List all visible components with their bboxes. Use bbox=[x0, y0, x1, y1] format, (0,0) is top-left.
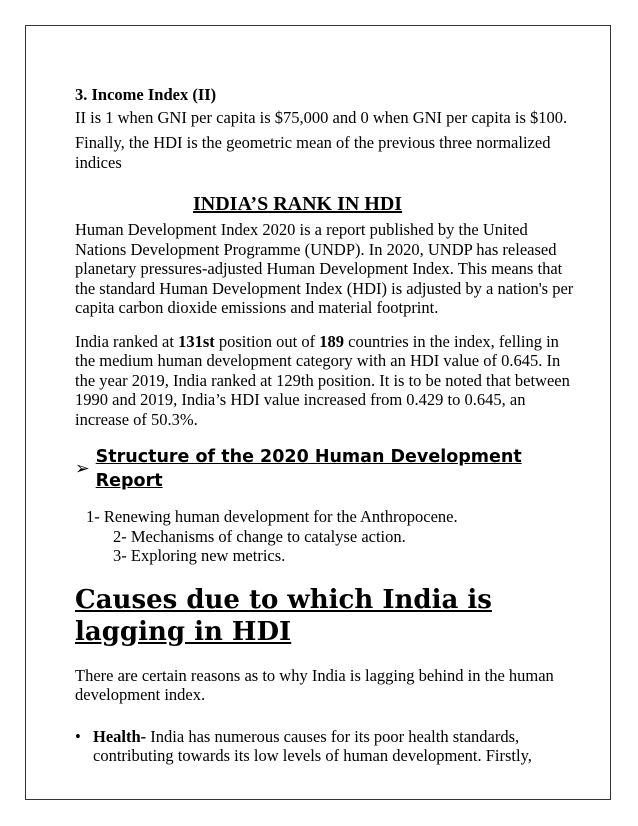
health-text: India has numerous causes for its poor health standards, contributing towards its low levels of human development. Firstly, bbox=[93, 726, 532, 765]
total-countries-value: 189 bbox=[319, 331, 345, 351]
health-bullet-text bbox=[93, 727, 575, 766]
structure-list bbox=[75, 507, 575, 566]
india-rank-paragraph bbox=[75, 332, 575, 430]
causes-heading: Causes due to which India is lagging in HDI bbox=[75, 584, 492, 647]
bullet-icon: • bbox=[75, 726, 81, 746]
india-rank-heading: INDIA’S RANK IN HDI bbox=[193, 193, 403, 215]
hdi-definition-text: Finally, the HDI is the geometric mean of the previous three normalized indices bbox=[75, 133, 551, 172]
rank-mid-text: position out of bbox=[214, 331, 320, 351]
income-index-heading: 3. Income Index (II) bbox=[75, 85, 217, 104]
list-item: 2- Mechanisms of change to catalyse action. bbox=[113, 526, 406, 546]
health-label: Health- bbox=[93, 726, 147, 746]
income-index-text: II is 1 when GNI per capita is $75,000 and 0 when GNI per capita is $100. bbox=[75, 107, 568, 127]
list-item: 1- Renewing human development for the Anthropocene. bbox=[86, 507, 458, 526]
rank-value: 131st bbox=[178, 331, 215, 351]
document-body bbox=[75, 85, 575, 766]
rank-rest-text: countries in the index, felling in the medium human development category with an HDI value of 0.645. In the year 2019, India ranked at 129th position. It is to be noted that between 1990 and 2019, India’s HDI value increased from 0.429 to 0.645, an increase of 50.3%. bbox=[75, 331, 570, 429]
structure-heading: Structure of the 2020 Human Development Report bbox=[95, 447, 522, 491]
structure-heading-row bbox=[75, 445, 575, 493]
hdi-report-paragraph: Human Development Index 2020 is a report published by the United Nations Development Programme (UNDP). In 2020, UNDP has released planetary pressures-adjusted Human Development Index. This means that the standard Human Development Index (HDI) is adjusted by a nation's per capita carbon dioxide emissions and material footprint. bbox=[75, 220, 574, 317]
health-bullet bbox=[75, 727, 575, 766]
arrow-bullet-icon: ➢ bbox=[75, 459, 90, 479]
causes-intro-text: There are certain reasons as to why India is lagging behind in the human development index. bbox=[75, 665, 554, 704]
rank-lead-text: India ranked at bbox=[75, 331, 179, 351]
list-item: 3- Exploring new metrics. bbox=[113, 546, 286, 565]
